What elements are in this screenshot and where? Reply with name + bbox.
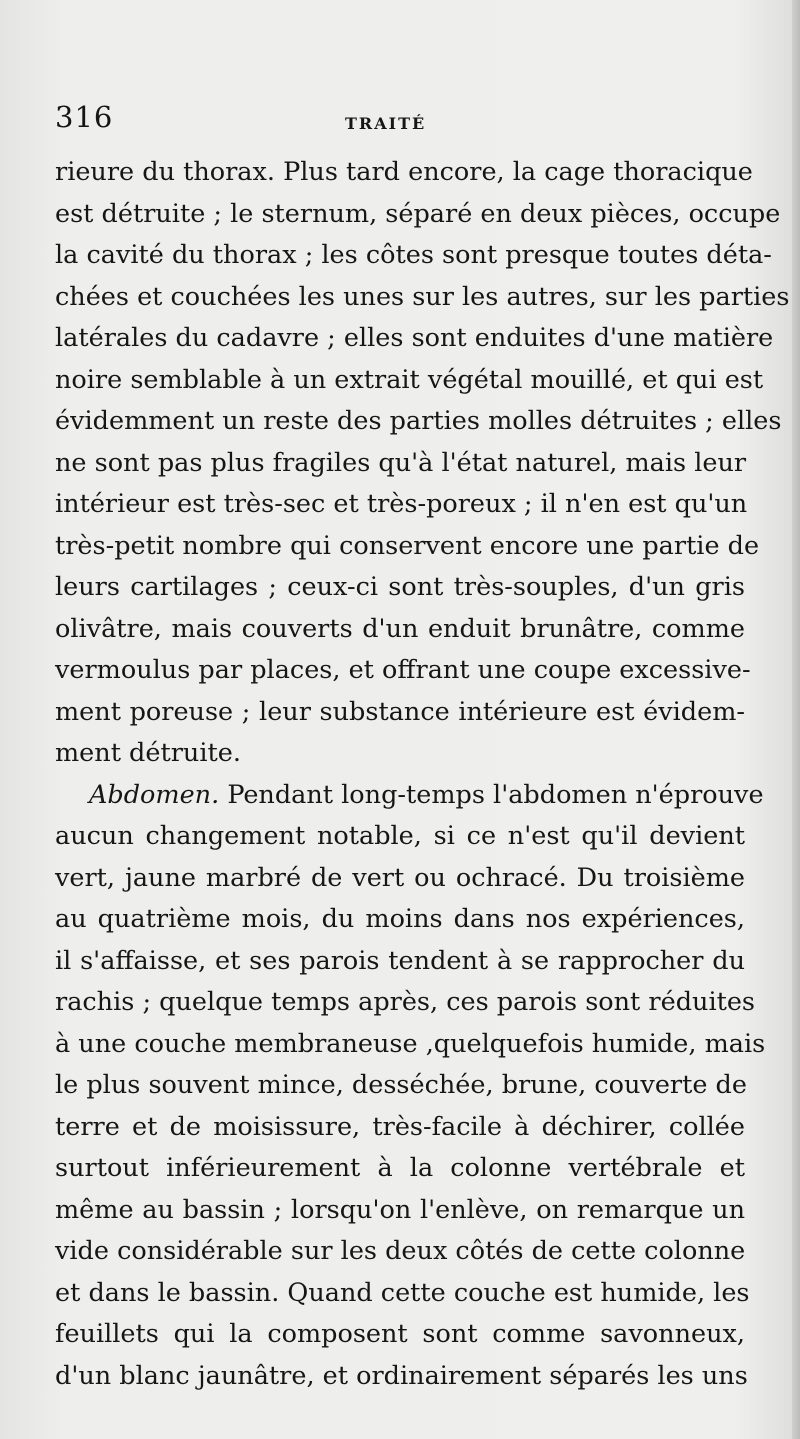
page-number: 316 xyxy=(55,100,114,134)
text-line: feuillets qui la composent sont comme savonneux, xyxy=(55,1319,745,1349)
text-line: il s'affaisse, et ses parois tendent à se rapprocher du xyxy=(55,945,745,976)
text-line: olivâtre, mais couverts d'un enduit brunâtre, comme xyxy=(55,613,745,644)
text-line xyxy=(55,775,764,817)
page-header xyxy=(55,100,745,150)
text-line: la cavité du thorax ; les côtes sont presque toutes déta- xyxy=(55,240,772,270)
text-line: vert, jaune marbré de vert ou ochracé. Du troisième xyxy=(55,862,745,893)
section-heading-abdomen: Abdomen. xyxy=(89,779,220,810)
text-line: même au bassin ; lorsqu'on l'enlève, on remarque un xyxy=(55,1194,745,1225)
running-head: TRAITÉ xyxy=(345,114,427,133)
text-line: ment poreuse ; leur substance intérieure est évidem- xyxy=(55,696,745,727)
text-line: rieure du thorax. Plus tard encore, la cage thoracique xyxy=(55,157,753,187)
text-line: intérieur est très-sec et très-poreux ; il n'en est qu'un xyxy=(55,489,748,519)
text-line: leurs cartilages ; ceux-ci sont très-souples, d'un gris xyxy=(55,572,745,602)
text-line: latérales du cadavre ; elles sont enduites d'une matière xyxy=(55,323,774,353)
text-line: à une couche membraneuse ,quelquefois humide, mais xyxy=(55,1028,766,1059)
text-line: est détruite ; le sternum, séparé en deux pièces, occupe xyxy=(55,198,781,229)
text-line: chées et couchées les unes sur les autres, sur les parties xyxy=(55,281,790,312)
body-text xyxy=(55,152,790,1397)
text-line: ne sont pas plus fragiles qu'à l'état naturel, mais leur xyxy=(55,447,747,478)
text-line: au quatrième mois, du moins dans nos expériences, xyxy=(55,904,745,934)
text-line: noire semblable à un extrait végétal mouillé, et qui est xyxy=(55,364,764,395)
text-line: rachis ; quelque temps après, ces parois sont réduites xyxy=(55,987,756,1017)
text-line: terre et de moisissure, très-facile à déchirer, collée xyxy=(55,1111,745,1142)
text-line: le plus souvent mince, desséchée, brune, couverte de xyxy=(55,1070,747,1100)
text-line: ment détruite. xyxy=(55,738,241,768)
text-line: vermoulus par places, et offrant une coupe excessive- xyxy=(55,655,751,685)
text-line: très-petit nombre qui conservent encore une partie de xyxy=(55,530,760,561)
text-line: aucun changement notable, si ce n'est qu'il devient xyxy=(55,821,745,851)
text-line: évidemment un reste des parties molles détruites ; elles xyxy=(55,406,782,436)
text-line: d'un blanc jaunâtre, et ordinairement séparés les uns xyxy=(55,1360,748,1391)
page-edge xyxy=(792,0,800,1439)
text-line: vide considérable sur les deux côtés de cette colonne xyxy=(55,1236,746,1266)
text-line-continuation: Pendant long-temps l'abdomen n'éprouve xyxy=(219,779,764,810)
text-line: et dans le bassin. Quand cette couche est humide, les xyxy=(55,1277,750,1308)
text-line: surtout inférieurement à la colonne vertébrale et xyxy=(55,1153,745,1183)
